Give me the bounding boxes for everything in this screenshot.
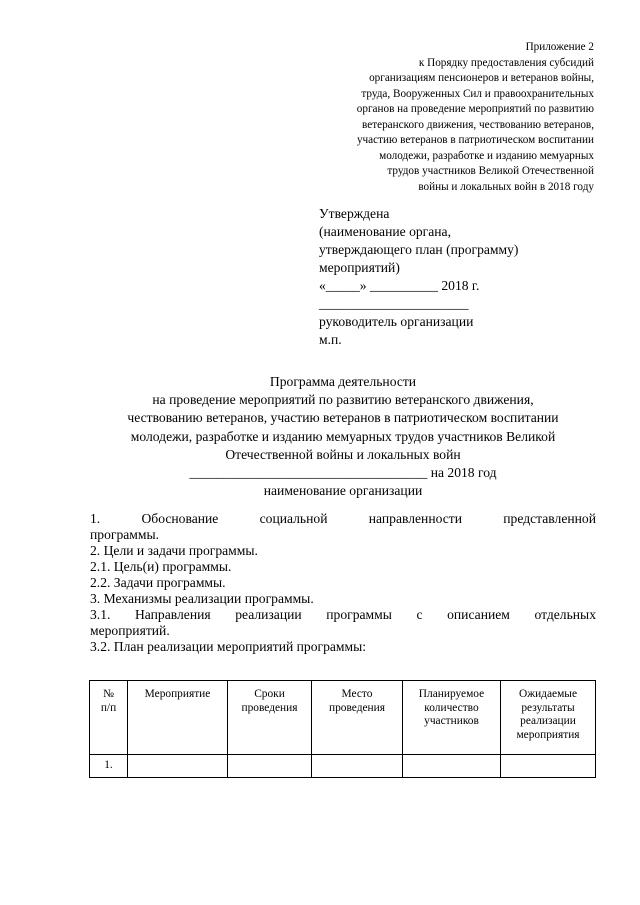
appendix-line: войны и локальных войн в 2018 году [418,180,594,193]
title-line: Отечественной войны и локальных войн [225,446,461,462]
table-cell [312,755,403,778]
appendix-line: труда, Вооруженных Сил и правоохранительных [361,87,594,100]
title-line: молодежи, разработке и изданию мемуарных трудов участников Великой [130,428,556,444]
col-header-participants: Планируемое количество участников [403,681,501,755]
section-2-1: 2.1. Цель(и) программы. [90,559,232,574]
col-header-results: Ожидаемые результаты реализации мероприятия [501,681,596,755]
table-cell [128,755,228,778]
col-header-place: Место проведения [312,681,403,755]
section-word: Обоснование [141,511,219,526]
table-cell-number: 1. [90,755,128,778]
approval-line: Утверждена [319,206,390,221]
appendix-line: трудов участников Великой Отечественной [387,165,594,177]
appendix-line: ветеранского движения, чествованию ветеранов, [362,118,594,131]
section-word: 3.1. [90,607,111,622]
approval-line: (наименование органа, [319,224,451,239]
section-word: реализации [235,607,302,622]
section-word: программы [326,607,392,622]
section-word: представленной [503,511,596,526]
table-header-row [90,681,596,755]
approval-signature-line: ______________________ [319,296,469,311]
title-line: Программа деятельности [269,374,417,389]
appendix-note [274,40,594,195]
organization-name-caption: наименование организации [263,483,423,499]
section-1 [90,511,596,527]
table-row [90,755,596,778]
approval-line: утверждающего план (программу) [319,242,519,257]
col-header-number: № п/п [90,681,128,755]
section-1-cont: программы. [90,527,160,542]
appendix-line: к Порядку предоставления субсидий [418,56,594,69]
section-3-2: 3.2. План реализации мероприятий программы: [90,639,367,654]
section-word: Направления [134,607,211,622]
section-word: отдельных [534,607,596,622]
section-3-1-cont: мероприятий. [90,623,170,638]
section-word: 1. [90,511,101,526]
appendix-line: участию ветеранов в патриотическом воспитании [356,134,594,146]
section-2-2: 2.2. Задачи программы. [90,575,226,590]
appendix-line: молодежи, разработке и изданию мемуарных [379,149,594,162]
col-header-dates: Сроки проведения [228,681,312,755]
appendix-line: организациям пенсионеров и ветеранов войны, [369,72,594,84]
events-plan-table [89,680,596,778]
section-2: 2. Цели и задачи программы. [90,543,258,558]
appendix-line: Приложение 2 [525,41,594,53]
table-cell [228,755,312,778]
approval-date-line: «_____» __________ 2018 г. [319,278,480,293]
section-3-1 [90,607,596,623]
section-word: описанием [447,607,510,622]
program-sections [90,511,596,655]
table-cell [403,755,501,778]
approval-line: мероприятий) [319,260,400,275]
appendix-line: органов на проведение мероприятий по развитию [356,103,594,115]
approval-block [319,205,599,349]
title-line: чествованию ветеранов, участию ветеранов в патриотическом воспитании [127,410,559,426]
table-cell [501,755,596,778]
approval-stamp-line: м.п. [319,332,342,347]
approval-line: руководитель организации [319,314,474,329]
section-3: 3. Механизмы реализации программы. [90,591,314,606]
section-word: с [416,607,423,622]
section-word: направленности [368,511,462,526]
organization-name-line: ___________________________________ на 2018 год [189,465,497,481]
title-line: на проведение мероприятий по развитию ветеранского движения, [152,392,534,408]
col-header-event: Мероприятие [128,681,228,755]
section-word: социальной [259,511,328,526]
program-title [78,373,608,500]
